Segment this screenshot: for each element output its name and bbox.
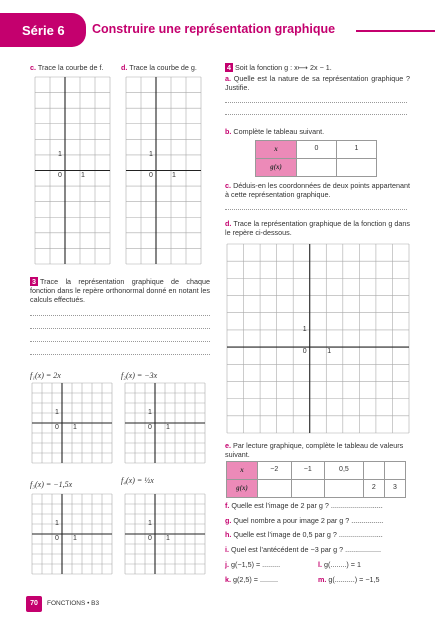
answer-line[interactable]	[30, 354, 210, 355]
grid-lines	[125, 494, 205, 574]
axis-x-unit-label: 1	[166, 535, 170, 542]
footer-text: FONCTIONS • B3	[47, 600, 100, 607]
function-f1-label: f₁(x) = 2x	[30, 371, 61, 380]
axis-origin-label: 0	[55, 535, 59, 542]
grid-f3[interactable]	[32, 494, 112, 574]
grid-lines	[126, 77, 201, 264]
axis-y-unit-label: 1	[55, 409, 59, 416]
axis-origin-label: 0	[148, 424, 152, 431]
value-table-2: x −2 −1 0,5 g(x) 2 3	[226, 461, 406, 498]
grid-f[interactable]	[35, 77, 110, 264]
grid-lines	[32, 494, 112, 574]
ex4-question-i: i. Quel est l’antécédent de −3 par g ? ..................	[225, 545, 382, 554]
axis-y-unit-label: 1	[58, 150, 62, 158]
ex4-question-a: a. Quelle est la nature de sa représentation graphique ? Justifie.	[225, 74, 410, 92]
answer-line[interactable]	[30, 341, 210, 342]
axis-x-unit-label: 1	[166, 424, 170, 431]
axis-origin-label: 0	[302, 348, 307, 356]
axis-x-unit-label: 1	[172, 171, 176, 179]
grid-lines	[35, 77, 110, 264]
answer-line[interactable]	[225, 209, 407, 210]
ex4-question-c: c. Déduis-en les coordonnées de deux points appartenant à cette représentation graphique.	[225, 181, 411, 199]
axis-origin-label: 0	[148, 535, 152, 542]
answer-line[interactable]	[225, 102, 407, 103]
serie-label: Série 6	[22, 23, 65, 38]
grid-f4[interactable]	[125, 494, 205, 574]
axis-x-unit-label: 1	[81, 171, 85, 179]
ex4-question-l: l. g(........) = 1	[318, 560, 361, 569]
axis-y-unit-label: 1	[148, 520, 152, 527]
function-f4-label: f₄(x) = ½x	[121, 476, 154, 485]
axis-origin-label: 0	[149, 171, 153, 179]
answer-line[interactable]	[225, 114, 407, 115]
axis-y-unit-label: 1	[55, 520, 59, 527]
title-rule	[356, 30, 435, 32]
axis-y-unit-label: 1	[148, 409, 152, 416]
ex4-question-f: f. Quelle est l’image de 2 par g ? ..........................	[225, 501, 383, 510]
axis-origin-label: 0	[58, 171, 62, 179]
table-cell[interactable]	[337, 159, 377, 177]
ex3-intro: 3 Trace la représentation graphique de chaque fonction dans le repère orthonormal donné en notant les calculs effectués.	[30, 277, 210, 304]
grid-g-repere[interactable]	[227, 244, 409, 433]
ex4-question-j: j. g(−1,5) = .........	[225, 560, 281, 569]
table-cell[interactable]	[297, 159, 337, 177]
function-f3-label: f₃(x) = −1,5x	[30, 480, 73, 489]
question-d-left: d. Trace la courbe de g.	[121, 63, 197, 72]
ex4-intro: 4 Soit la fonction g : x⟼ 2x − 1.	[227, 63, 332, 72]
axis-x-unit-label: 1	[73, 424, 77, 431]
function-f2-label: f₂(x) = −3x	[121, 371, 158, 380]
ex4-question-g: g. Quel nombre a pour image 2 par g ? ................	[225, 516, 384, 525]
question-c-left: c. Trace la courbe de f.	[30, 63, 104, 72]
ex4-question-h: h. Quelle est l’image de 0,5 par g ? ......................	[225, 530, 383, 539]
axis-y-unit-label: 1	[302, 325, 307, 333]
axis-y-unit-label: 1	[149, 150, 153, 158]
grid-f2[interactable]	[125, 383, 205, 463]
grid-g[interactable]	[126, 77, 201, 264]
page-title: Construire une représentation graphique	[92, 22, 336, 36]
ex4-question-d: d. Trace la représentation graphique de la fonction g dans le repère ci-dessous.	[225, 219, 410, 237]
answer-line[interactable]	[30, 328, 210, 329]
axis-x-unit-label: 1	[73, 535, 77, 542]
ex4-question-m: m. g(..........) = −1,5	[318, 575, 380, 584]
answer-line[interactable]	[30, 315, 210, 316]
page-number: 70	[26, 596, 42, 612]
grid-lines	[32, 383, 112, 463]
axis-origin-label: 0	[55, 424, 59, 431]
grid-lines	[227, 244, 409, 433]
value-table-1: x 0 1 g(x)	[255, 140, 377, 177]
grid-lines	[125, 383, 205, 463]
grid-f1[interactable]	[32, 383, 112, 463]
ex4-question-b: b. Complète le tableau suivant.	[225, 127, 325, 136]
ex4-question-e: e. Par lecture graphique, complète le tableau de valeurs suivant.	[225, 441, 404, 459]
ex4-question-k: k. g(2,5) = .........	[225, 575, 278, 584]
axis-x-unit-label: 1	[327, 348, 332, 356]
